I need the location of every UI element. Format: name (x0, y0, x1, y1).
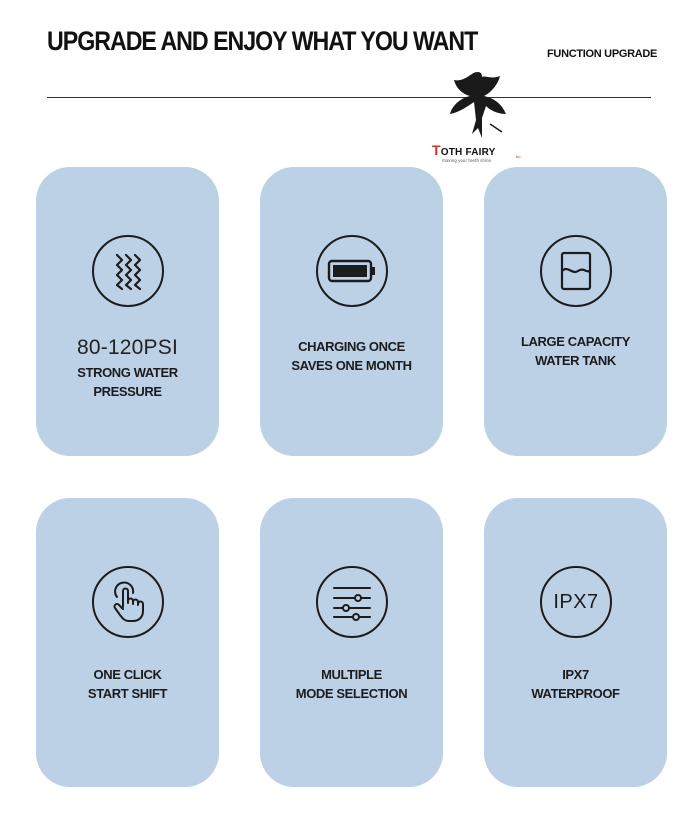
ipx7-icon: IPX7 (540, 566, 612, 638)
logo-trademark: tm (516, 154, 521, 159)
pressure-value: 80-120PSI (76, 336, 179, 359)
logo-tagline: making your teeth shine (442, 158, 491, 163)
sliders-icon (316, 566, 388, 638)
feature-card-waterproof (484, 498, 667, 787)
feature-text: MULTIPLE MODE SELECTION (295, 667, 408, 701)
feature-card-modes (260, 498, 443, 787)
feature-card-one-click (36, 498, 219, 787)
feature-text: ONE CLICK START SHIFT (87, 667, 168, 701)
feature-card-charging (260, 167, 443, 456)
feature-card-tank (484, 167, 667, 456)
feature-text: IPX7 WATERPROOF (531, 667, 620, 701)
feature-text: LARGE CAPACITY WATER TANK (521, 334, 630, 368)
logo-wordmark: TOTH FAIRY (432, 142, 496, 158)
water-tank-icon (540, 235, 612, 307)
brand-logo (430, 68, 530, 168)
water-wave-icon (92, 235, 164, 307)
feature-text: STRONG WATER PRESSURE (77, 365, 178, 399)
page-title: UPGRADE AND ENJOY WHAT YOU WANT (47, 26, 478, 56)
finger-touch-icon (92, 566, 164, 638)
fairy-icon (446, 68, 508, 140)
feature-card-pressure (36, 167, 219, 456)
battery-icon (316, 235, 388, 307)
header-divider (47, 97, 651, 98)
function-upgrade-label: FUNCTION UPGRADE (547, 48, 658, 60)
feature-text: CHARGING ONCE SAVES ONE MONTH (291, 339, 412, 373)
